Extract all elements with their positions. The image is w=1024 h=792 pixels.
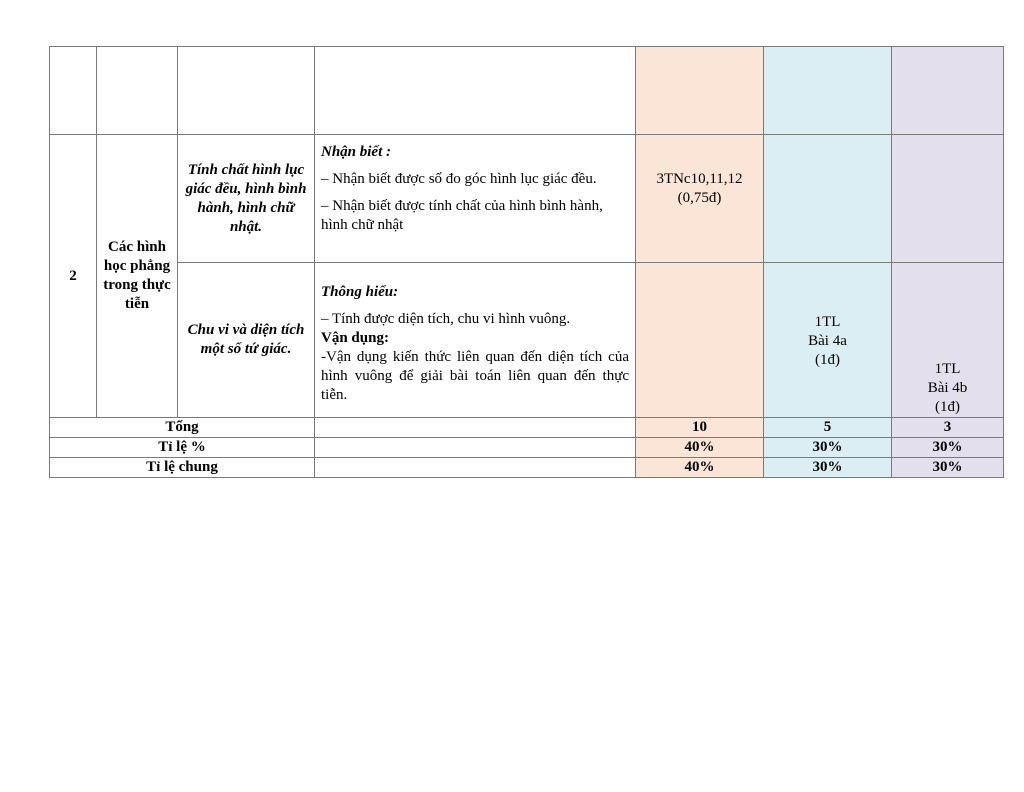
summary-nhan-biet: 40%	[636, 458, 764, 478]
requirement-item: -Vận dụng kiến thức liên quan đến diện tích của hình vuông để giải bài toán liên quan đến thực tiễn.	[321, 349, 629, 403]
summary-thong-hieu: 30%	[764, 458, 892, 478]
summary-van-dung: 3	[892, 418, 1004, 438]
question-code: 3TNc10,11,12	[656, 171, 743, 187]
empty-cell	[315, 418, 636, 438]
requirement-cell	[315, 135, 636, 263]
chapter-name: Các hình học phẳng trong thực tiễn	[97, 135, 178, 418]
empty-cell	[97, 47, 178, 135]
nhan-biet-cell	[636, 47, 764, 135]
row-number: 2	[50, 135, 97, 418]
summary-label: Tỉ lệ chung	[50, 458, 315, 478]
requirement-cell	[315, 263, 636, 418]
table-row-topic-b	[50, 263, 1004, 418]
table-row-top-continuation	[50, 47, 1004, 135]
requirement-item: – Tính được diện tích, chu vi hình vuông.	[321, 311, 571, 327]
nhan-biet-cell	[636, 135, 764, 263]
summary-nhan-biet: 10	[636, 418, 764, 438]
summary-thong-hieu: 30%	[764, 438, 892, 458]
van-dung-cell	[892, 47, 1004, 135]
level-heading: Nhận biết :	[321, 144, 392, 160]
level-heading: Vận dụng:	[321, 330, 389, 346]
empty-cell	[315, 47, 636, 135]
question-ref: Bài 4b	[927, 380, 968, 396]
summary-van-dung: 30%	[892, 438, 1004, 458]
van-dung-cell	[892, 263, 1004, 418]
summary-label: Tỉ lệ %	[50, 438, 315, 458]
summary-thong-hieu: 5	[764, 418, 892, 438]
question-code: 1TL	[814, 314, 841, 330]
summary-row-total	[50, 418, 1004, 438]
topic-name: Tính chất hình lục giác đều, hình bình hành, hình chữ nhật.	[178, 135, 315, 263]
empty-cell	[178, 47, 315, 135]
requirement-item: – Nhận biết được số đo góc hình lục giác đều.	[321, 171, 597, 187]
thong-hieu-cell	[764, 263, 892, 418]
empty-cell	[50, 47, 97, 135]
thong-hieu-cell	[764, 47, 892, 135]
van-dung-cell	[892, 135, 1004, 263]
summary-label: Tổng	[50, 418, 315, 438]
topic-name: Chu vi và diện tích một số tứ giác.	[178, 263, 315, 418]
assessment-matrix-table	[49, 46, 1004, 478]
thong-hieu-cell	[764, 135, 892, 263]
question-score: (1đ)	[815, 352, 840, 368]
empty-cell	[315, 458, 636, 478]
question-code: 1TL	[934, 361, 961, 377]
requirement-item: – Nhận biết được tính chất của hình bình hành, hình chữ nhật	[321, 198, 603, 233]
summary-row-percent	[50, 438, 1004, 458]
question-ref: Bài 4a	[808, 333, 847, 349]
empty-cell	[315, 438, 636, 458]
nhan-biet-cell	[636, 263, 764, 418]
table-row-topic-a	[50, 135, 1004, 263]
summary-row-overall	[50, 458, 1004, 478]
question-score: (0,75đ)	[677, 190, 722, 206]
summary-nhan-biet: 40%	[636, 438, 764, 458]
question-score: (1đ)	[935, 399, 960, 415]
level-heading: Thông hiểu:	[321, 284, 399, 300]
summary-van-dung: 30%	[892, 458, 1004, 478]
